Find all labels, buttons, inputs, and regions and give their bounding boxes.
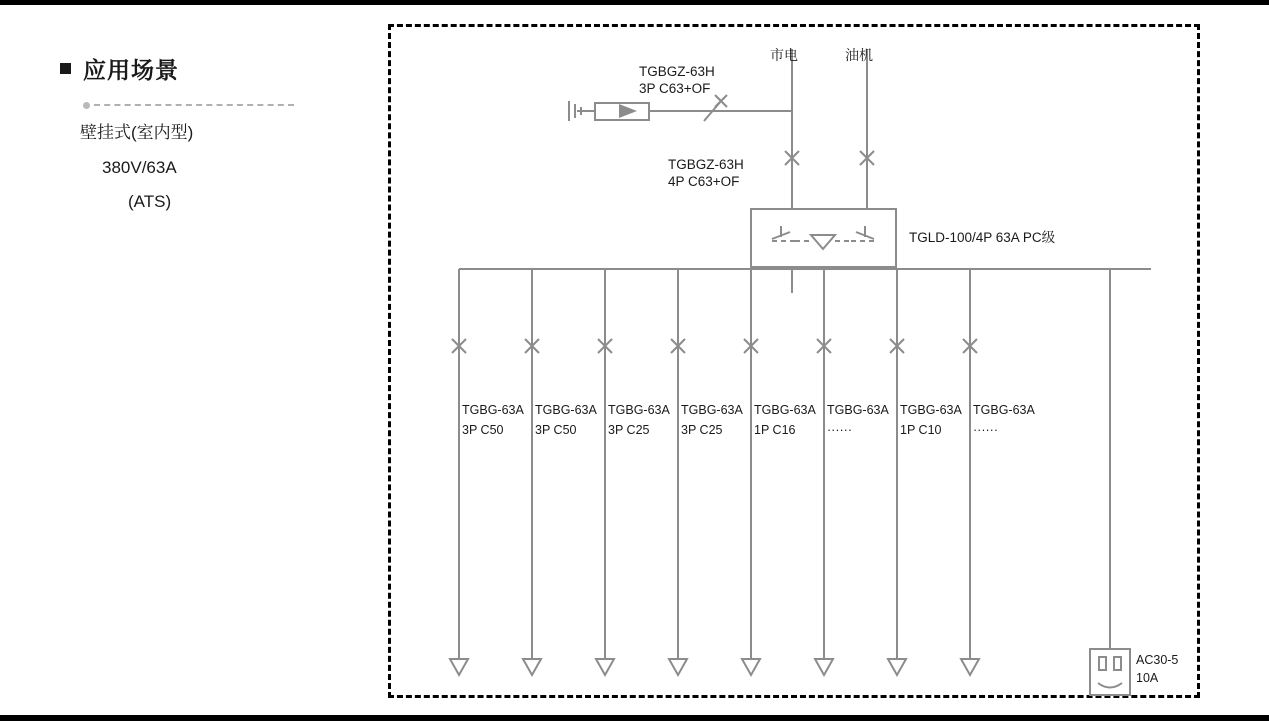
- label-breaker-top-line2: 3P C63+OF: [639, 81, 711, 96]
- branch-7: [888, 269, 906, 675]
- branch-5: [742, 269, 760, 675]
- divider: [60, 99, 340, 111]
- single-line-diagram: [388, 24, 1200, 698]
- label-branch-1-line1: TGBG-63A: [462, 403, 524, 417]
- top-black-bar: [0, 0, 1269, 5]
- label-mains: 市电: [770, 47, 798, 63]
- label-branch-2-line2: 3P C50: [535, 423, 577, 437]
- label-branch-6-line2: ······: [827, 423, 852, 437]
- label-branch-7-line2: 1P C10: [900, 423, 942, 437]
- label-socket-line1: AC30-5: [1136, 653, 1179, 667]
- bottom-black-bar: [0, 715, 1269, 721]
- left-caption-panel: [60, 52, 340, 215]
- label-branch-3-line1: TGBG-63A: [608, 403, 670, 417]
- caption-line-3: (ATS): [128, 192, 172, 211]
- branch-6: [815, 269, 833, 675]
- page-title: [60, 52, 340, 85]
- socket-feeder: [1090, 269, 1130, 695]
- branch-1: [450, 269, 468, 675]
- branch-4: [669, 269, 687, 675]
- divider-dot-icon: [83, 102, 90, 109]
- label-branch-5-line1: TGBG-63A: [754, 403, 816, 417]
- diagram-graphics: [391, 27, 1203, 701]
- caption-line-1: 壁挂式(室内型): [80, 123, 194, 142]
- label-branch-1-line2: 3P C50: [462, 423, 504, 437]
- label-branch-4-line1: TGBG-63A: [681, 403, 743, 417]
- divider-dashed-line: [94, 104, 294, 106]
- label-branch-5-line2: 1P C16: [754, 423, 796, 437]
- label-branch-3-line2: 3P C25: [608, 423, 650, 437]
- label-branch-7-line1: TGBG-63A: [900, 403, 962, 417]
- branch-8: [961, 269, 979, 675]
- label-ats: TGLD-100/4P 63A PC级: [909, 230, 1056, 245]
- label-branch-8-line1: TGBG-63A: [973, 403, 1035, 417]
- square-bullet-icon: [60, 63, 71, 74]
- label-breaker-second-line2: 4P C63+OF: [668, 174, 740, 189]
- label-breaker-top-line1: TGBGZ-63H: [639, 64, 715, 79]
- ats-triangle-icon: [811, 235, 835, 249]
- label-branch-6-line1: TGBG-63A: [827, 403, 889, 417]
- caption-line-2: 380V/63A: [102, 157, 177, 177]
- section-title-text: 应用场景: [83, 57, 179, 83]
- branch-3: [596, 269, 614, 675]
- label-generator: 油机: [845, 47, 873, 63]
- label-branch-4-line2: 3P C25: [681, 423, 723, 437]
- label-breaker-second-line1: TGBGZ-63H: [668, 157, 744, 172]
- meter-arrow-icon: [619, 104, 637, 118]
- label-branch-2-line1: TGBG-63A: [535, 403, 597, 417]
- branch-2: [523, 269, 541, 675]
- label-branch-8-line2: ······: [973, 423, 998, 437]
- label-socket-line2: 10A: [1136, 671, 1159, 685]
